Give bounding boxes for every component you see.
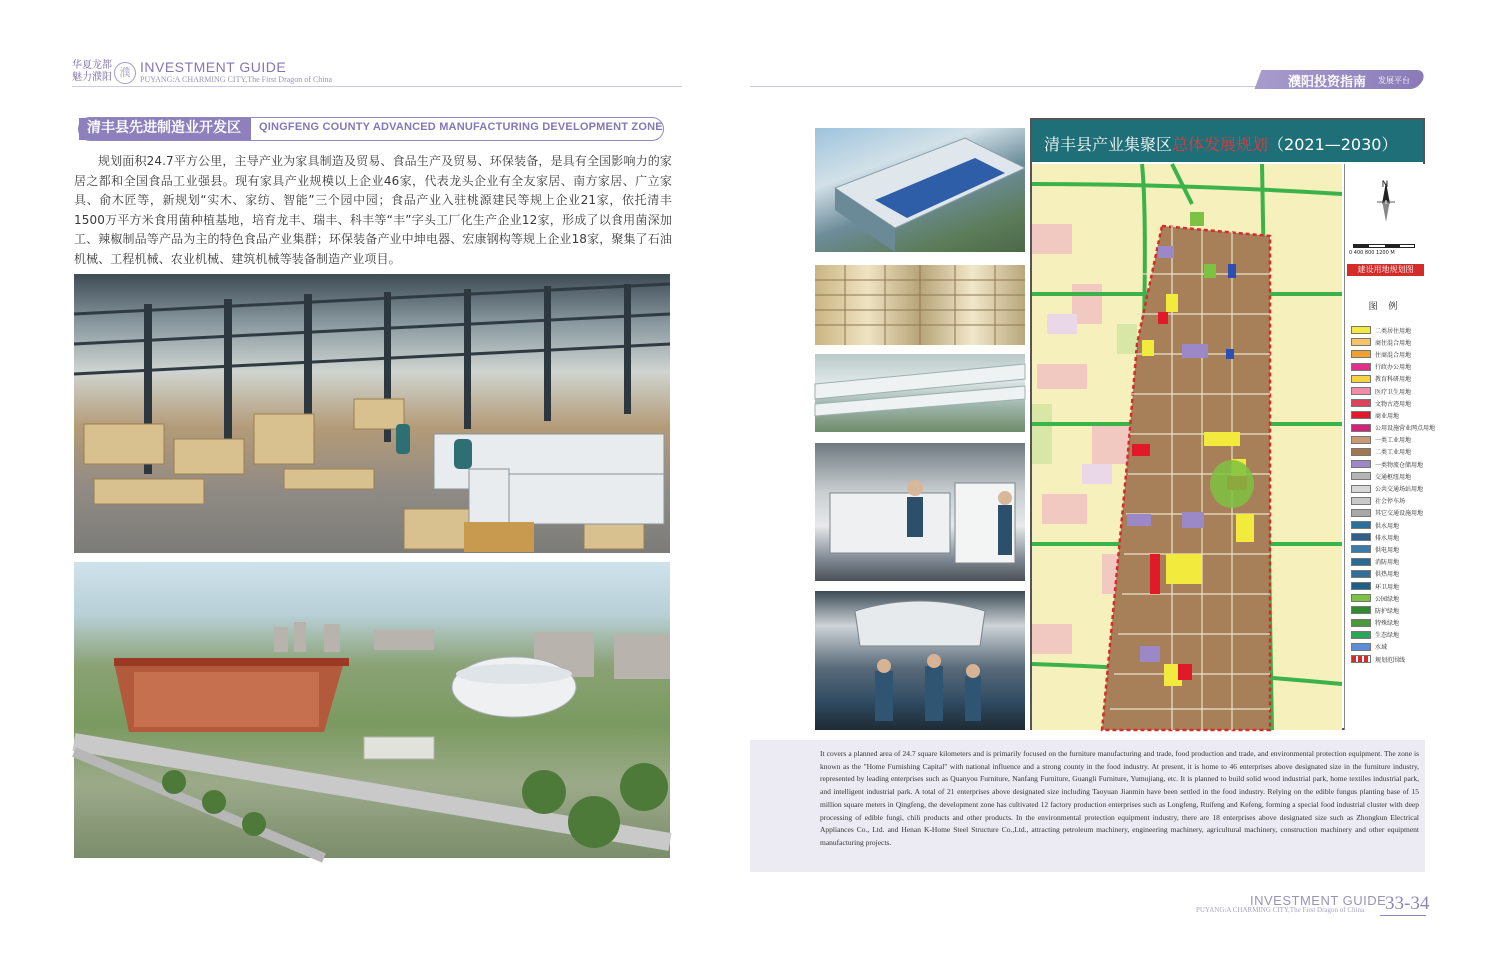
page-number: 33-34: [1385, 893, 1430, 914]
guide-title: INVESTMENT GUIDE: [140, 59, 287, 75]
legend-item: [1351, 592, 1426, 604]
map-title-highlight: 总体发展规划: [1172, 135, 1269, 154]
legend-label: 社会停车场: [1375, 498, 1406, 506]
legend-item: [1351, 446, 1426, 458]
legend-swatch: [1351, 509, 1371, 517]
footer-title: INVESTMENT GUIDE: [1250, 893, 1387, 908]
legend-label: 公共交通场站用地: [1375, 486, 1424, 494]
greenhouse-photo: [815, 354, 1025, 432]
brand-logo-text: [72, 60, 112, 84]
header-divider-right: [750, 86, 1310, 87]
legend-item: [1351, 556, 1426, 568]
legend-swatch: [1351, 619, 1371, 627]
brand-line-1: 华夏龙都: [72, 60, 112, 71]
section-tag-title: 濮阳投资指南: [1288, 75, 1367, 90]
page-number-underline: [1380, 915, 1426, 916]
legend-swatch: [1351, 326, 1371, 334]
factory-illustration: [74, 274, 670, 553]
map-type-badge: 建设用地规划图: [1347, 264, 1424, 276]
legend-swatch: [1351, 606, 1371, 614]
brand-seal-icon: 濮: [114, 62, 136, 84]
legend-label: 文物古迹用地: [1375, 400, 1412, 408]
legend-swatch: [1351, 533, 1371, 541]
legend-label: 其它交通设施用地: [1375, 510, 1424, 518]
mushroom-shelves-illustration: [815, 265, 1025, 345]
legend-label: 教育科研用地: [1375, 376, 1412, 384]
legend-item: [1351, 409, 1426, 421]
legend-item: [1351, 397, 1426, 409]
legend-swatch: [1351, 387, 1371, 395]
legend-item: [1351, 361, 1426, 373]
legend-swatch: [1351, 545, 1371, 553]
robot-assembly-illustration: [815, 443, 1025, 581]
legend-label: 供热用地: [1375, 571, 1400, 579]
legend-label: 公园绿地: [1375, 595, 1400, 603]
planning-map: [1030, 118, 1436, 730]
legend-swatch: [1351, 472, 1371, 480]
land-use-map-drawing: [1032, 164, 1342, 730]
legend-item: [1351, 458, 1426, 470]
map-title: [1044, 132, 1397, 155]
section-tag-label: 发展平台: [1378, 76, 1410, 85]
legend-item: [1351, 531, 1426, 543]
mushroom-farm-photo: [815, 265, 1025, 345]
legend-label: 特殊绿地: [1375, 620, 1400, 628]
legend-label: 交通枢纽用地: [1375, 473, 1412, 481]
map-legend: [1344, 164, 1436, 730]
legend-item: [1351, 348, 1426, 360]
legend-item: [1351, 324, 1426, 336]
legend-item: [1351, 617, 1426, 629]
legend-label: 商业用地: [1375, 412, 1400, 420]
legend-swatch: [1351, 631, 1371, 639]
greenhouse-illustration: [815, 354, 1025, 432]
robot-assembly-photo: [815, 443, 1025, 581]
legend-label: 环卫用地: [1375, 583, 1400, 591]
aerial-campus-photo: [74, 562, 670, 858]
header-divider-left: [72, 86, 682, 87]
legend-item: [1351, 543, 1426, 555]
legend-label: 生态绿地: [1375, 632, 1400, 640]
map-title-main: 清丰县产业集聚区: [1044, 135, 1173, 154]
legend-label: 行政办公用地: [1375, 364, 1412, 372]
legend-item: [1351, 507, 1426, 519]
legend-label: 供电用地: [1375, 546, 1400, 554]
map-title-years: （2021—2030）: [1268, 135, 1398, 154]
legend-item: [1351, 434, 1426, 446]
legend-label: 防护绿地: [1375, 607, 1400, 615]
aerial-illustration: [74, 562, 670, 858]
legend-swatch: [1351, 558, 1371, 566]
legend-swatch: [1351, 460, 1371, 468]
legend-swatch: [1351, 655, 1371, 663]
legend-label: 商住混合用地: [1375, 339, 1412, 347]
legend-label: 一类物流仓储用地: [1375, 461, 1424, 469]
legend-label: 供水用地: [1375, 522, 1400, 530]
legend-item: [1351, 422, 1436, 434]
legend-item: [1351, 495, 1426, 507]
legend-swatch: [1351, 485, 1371, 493]
legend-label: 二类工业用地: [1375, 449, 1412, 457]
legend-item: [1351, 629, 1426, 641]
legend-swatch: [1351, 521, 1371, 529]
legend-item: [1351, 336, 1426, 348]
legend-swatch: [1351, 350, 1371, 358]
legend-label: 住商混合用地: [1375, 351, 1412, 359]
scale-labels: 0 400 800 1200 M: [1349, 250, 1395, 256]
legend-swatch: [1351, 338, 1371, 346]
car-assembly-photo: [815, 591, 1025, 730]
legend-swatch: [1351, 582, 1371, 590]
legend-heading: 图 例: [1368, 302, 1402, 312]
legend-item: [1351, 519, 1426, 531]
factory-aerial-illustration: [815, 128, 1025, 252]
legend-item: [1351, 385, 1426, 397]
legend-swatch: [1351, 436, 1371, 444]
legend-label: 公用设施营业网点用地: [1375, 425, 1436, 433]
legend-swatch: [1351, 448, 1371, 456]
legend-list: [1351, 324, 1436, 665]
legend-label: 医疗卫生用地: [1375, 388, 1412, 396]
factory-aerial-photo: [815, 128, 1025, 252]
legend-swatch: [1351, 411, 1371, 419]
map-header: [1032, 120, 1423, 162]
legend-swatch: [1351, 570, 1371, 578]
legend-item: [1351, 653, 1426, 665]
north-label: N: [1381, 180, 1389, 190]
legend-label: 消防用地: [1375, 559, 1400, 567]
section-title-cn: 清丰县先进制造业开发区: [79, 118, 251, 140]
legend-item: [1351, 470, 1426, 482]
legend-label: 水域: [1375, 644, 1388, 652]
legend-swatch: [1351, 363, 1371, 371]
legend-item: [1351, 482, 1426, 494]
scale-bar: [1353, 244, 1415, 248]
legend-item: [1351, 568, 1426, 580]
legend-label: 一类工业用地: [1375, 437, 1412, 445]
legend-swatch: [1351, 497, 1371, 505]
section-title-bar: [78, 117, 664, 141]
brand-line-2: 魅力濮阳: [72, 72, 112, 83]
legend-swatch: [1351, 594, 1371, 602]
legend-swatch: [1351, 424, 1371, 432]
legend-swatch: [1351, 643, 1371, 651]
english-body-text: It covers a planned area of 24.7 square kilometers and is primarily focused on the furniture manufacturing and trade, food production and trade, and environmental protection equipment. The zone is known as the "Home Furnishing Capital" with national influence and a strong county in the food industry. At present, it is home to 46 enterprises above designated size in the furniture industry, represented by leading enterprises such as Quanyou Furniture, Nanfang Furniture, Guangli Furniture, Yumujiang, etc. It is planned to build solid wood industrial park, home textiles industrial park, and intelligent industrial park. A total of 21 enterprises above designated size including Taoyuan Jianmin have been settled in the food industry. Relying on the edible fungus planting base of 15 million square meters in Qingfeng, the development zone has cultivated 12 factory production enterprises such as Longfeng, Ruifeng and Kefeng, forming a special food industrial cluster with deep processing of edible fungi, chili products and other products. In the environmental protection equipment industry, there are 18 enterprises above designated size such as Zhongkun Electrical Appliances Co., Ltd. and Henan K-Home Steel Structure Co.,Ltd., attracting petroleum machinery, engineering machinery, agricultural machinery, construction machinery and other equipment manufacturing projects.: [820, 749, 1419, 847]
legend-label: 规划范围线: [1375, 656, 1406, 664]
factory-interior-photo: [74, 274, 670, 553]
legend-swatch: [1351, 399, 1371, 407]
land-use-map: [1032, 164, 1342, 730]
section-title-en: QINGFENG COUNTY ADVANCED MANUFACTURING DEVELOPMENT ZONE: [259, 121, 663, 133]
footer-subtitle: PUYANG:A CHARMING CITY,The First Dragon of China: [1196, 906, 1365, 914]
car-assembly-illustration: [815, 591, 1025, 730]
legend-label: 排水用地: [1375, 534, 1400, 542]
legend-swatch: [1351, 375, 1371, 383]
legend-item: [1351, 373, 1426, 385]
legend-item: [1351, 580, 1426, 592]
legend-label: 二类居住用地: [1375, 327, 1412, 335]
legend-item: [1351, 641, 1426, 653]
legend-item: [1351, 604, 1426, 616]
section-body-text: 规划面积24.7平方公里，主导产业为家具制造及贸易、食品生产及贸易、环保装备，是具有全国影响力的家居之都和全国食品工业强县。现有家具产业规模以上企业46家，代表龙头企业有全友家居、南方家居、广立家具、俞木匠等，新规划“实木、家纺、智能”三个园中园；食品产业入驻桃源建民等规上企业21家，依托清丰1500万平方米食用菌种植基地，培育龙丰、瑞丰、科丰等“丰”字头工厂化生产企业12家，形成了以食用菌深加工、辣椒制品等产品为主的特色食品产业集群；环保装备产业中坤电器、宏康钢构等规上企业18家，聚集了石油机械、工程机械、农业机械、建筑机械等装备制造产业项目。: [74, 154, 672, 266]
guide-subtitle: PUYANG:A CHARMING CITY,The First Dragon of China: [140, 75, 333, 84]
